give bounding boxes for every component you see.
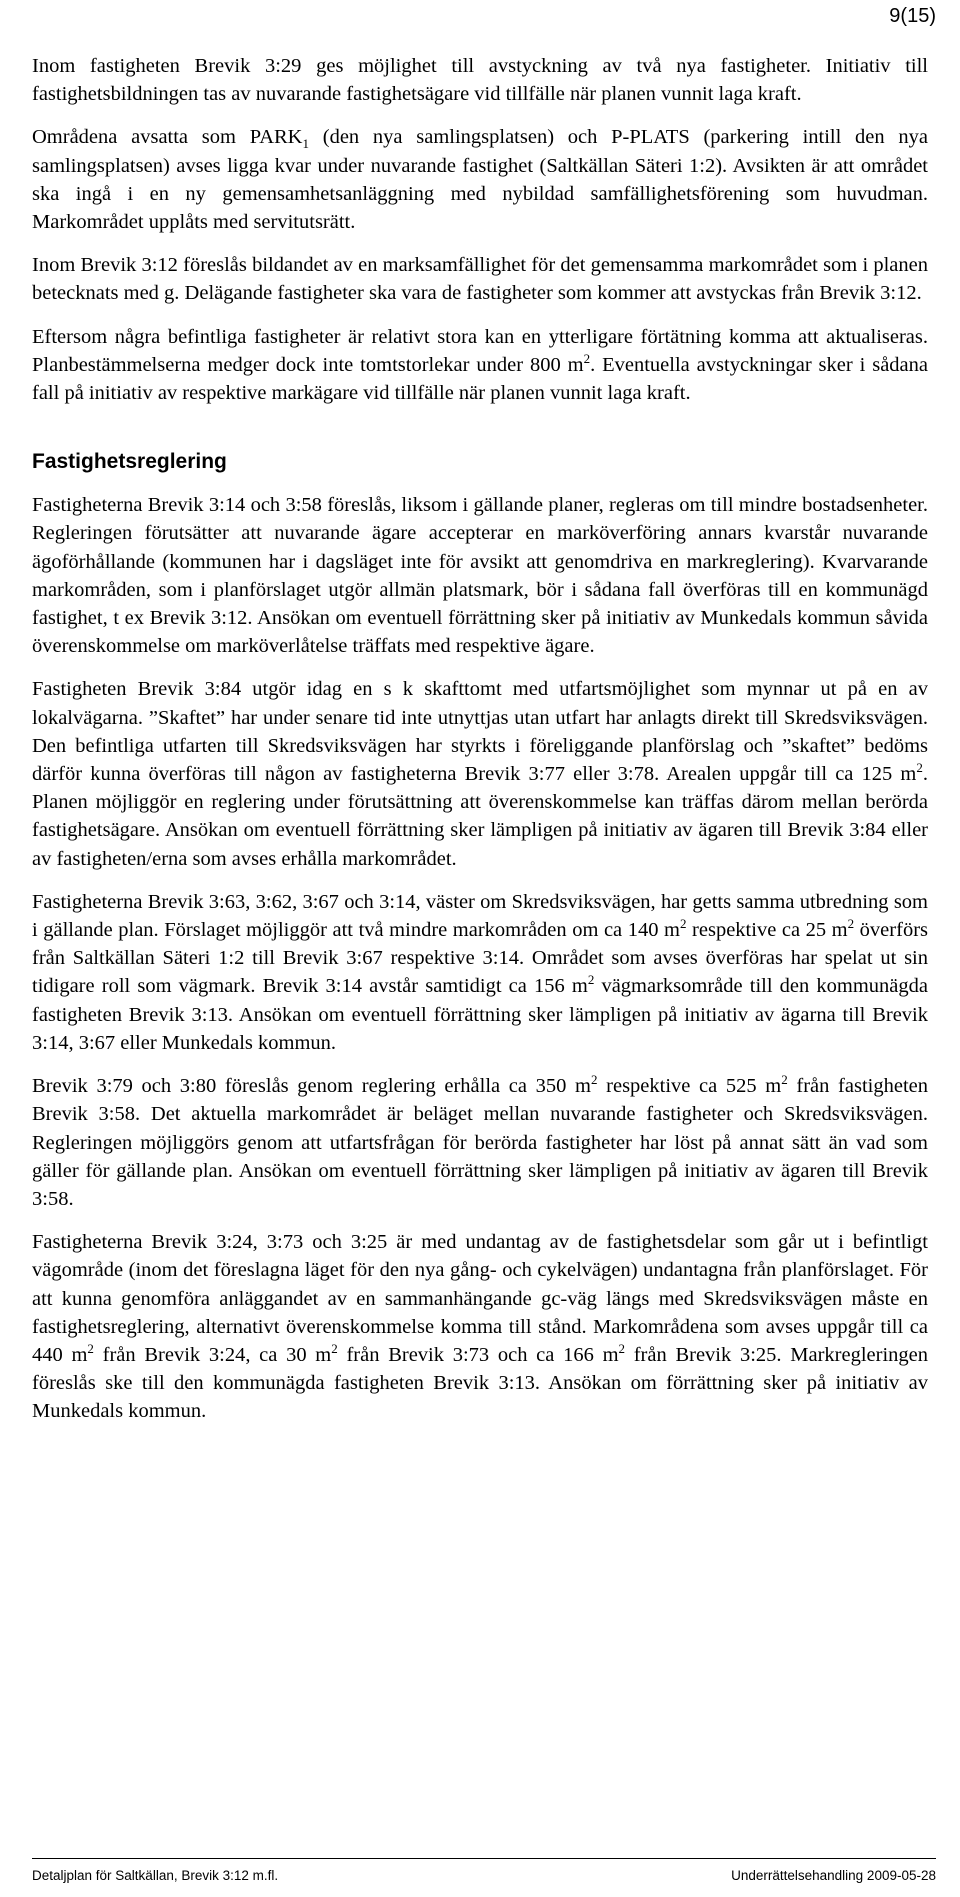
- footer-document-status: Underrättelsehandling 2009-05-28: [731, 1868, 936, 1883]
- text-segment: överförs från Saltkällan Säteri 1:2 till Brevik 3:67 respektive 3:14. Området som avses överföras har spelat ut sin tidigare roll som vägmark. Brevik 3:14 avstår samtidigt ca 156 m: [32, 919, 928, 998]
- text-segment: (den nya samlingsplatsen) och P-PLATS (parkering intill den nya samlingsplatsen) avses ligga kvar under nuvarande fastighet (Saltkällan Säteri 1:2). Avsikten är att området ska ingå i en ny gemensamhetsanläggning med nybildad samfällighetsförening som huvudman. Markområdet upplåts med servitutsrätt.: [32, 126, 928, 234]
- paragraph-park-p-plats: [32, 123, 928, 236]
- page-footer: [32, 1858, 936, 1884]
- paragraph-marksamfallighet: Inom Brevik 3:12 föreslås bildandet av en marksamfällighet för det gemensamma markområdet som i planen betecknats med g. Delägande fastigheter ska vara de fastigheter som kommer att avstyckas från Brevik 3:12.: [32, 254, 928, 305]
- text-segment: Eftersom några befintliga fastigheter är relativt stora kan en ytterligare förtätning komma att aktualiseras. Planbestämmelserna medger dock inte tomtstorlekar under 800 m: [32, 325, 928, 376]
- text-segment: respektive ca 525 m: [597, 1075, 782, 1098]
- superscript: 2: [781, 1072, 788, 1088]
- text-segment: . Planen möjliggör en reglering under förutsättning att överenskommelse kan träffas därom mellan berörda fastighetsägare. Ansökan om eventuell förrättning sker lämpligen på initiativ av ägaren till Brevik 3:84 eller av fastigheten/erna som avses erhålla markområdet.: [32, 763, 928, 870]
- text-segment: vägmarksområde till den kommunägda fastigheten Brevik 3:13. Ansökan om eventuell förrättning sker lämpligen på initiativ av ägarna till Brevik 3:14, 3:67 eller Munkedals kommun.: [32, 975, 929, 1054]
- superscript: 2: [591, 1072, 598, 1088]
- page-number: 9(15): [889, 5, 936, 27]
- paragraph-brevik-3-24-3-73-3-25: [32, 1228, 928, 1425]
- text-segment: Fastigheterna Brevik 3:63, 3:62, 3:67 och 3:14, väster om Skredsviksvägen, har getts samma utbredning som i gällande plan. Förslaget möjliggör att två mindre markområden om ca 140 m: [32, 890, 928, 942]
- section-heading-fastighetsreglering: Fastighetsreglering: [32, 450, 227, 474]
- paragraph-brevik-3-79-3-80: [32, 1072, 928, 1213]
- superscript: 2: [583, 351, 591, 366]
- text-segment: respektive ca 25 m: [686, 919, 848, 942]
- superscript: 2: [916, 760, 923, 776]
- subscript: 1: [302, 136, 309, 152]
- paragraph-brevik-3-14-3-58: Fastigheterna Brevik 3:14 och 3:58 föreslås, liksom i gällande planer, regleras om till mindre bostadsenheter. Regleringen förutsätter att nuvarande ägare accepterar en marköverföring annars kvarstår nuvarande ägoförhållande (kommunen har i dagsläget inte för avsikt att genomdriva en markreglering). Kvarvarande markområden, som i planförslaget utgör allmän platsmark, bör i sådana fall överföras till en kommunägd fastighet, t ex Brevik 3:12. Ansökan om eventuell förrättning sker på initiativ av Munkedals kommun såvida överenskommelse om marköverlåtelse träffats med respektive ägare.: [32, 494, 928, 658]
- document-body: [32, 52, 928, 1441]
- superscript: 2: [847, 916, 855, 932]
- paragraph-brevik-3-84: [32, 675, 928, 872]
- text-segment: Brevik 3:79 och 3:80 föreslås genom reglering erhålla ca 350 m: [32, 1075, 591, 1098]
- superscript: 2: [87, 1341, 94, 1357]
- paragraph-brevik-3-63-3-62-3-67-3-14: [32, 888, 928, 1057]
- superscript: 2: [679, 916, 687, 932]
- text-segment: från Brevik 3:73 och ca 166 m: [337, 1343, 619, 1366]
- text-segment: från Brevik 3:24, ca 30 m: [93, 1343, 332, 1366]
- footer-document-title: Detaljplan för Saltkällan, Brevik 3:12 m.fl.: [32, 1868, 279, 1883]
- superscript: 2: [587, 972, 595, 988]
- text-segment: från Brevik 3:25. Markregleringen föreslås ske till den kommunägda fastigheten Brevik 3:13. Ansökan om förrättning sker på initiativ av Munkedals kommun.: [32, 1343, 928, 1423]
- text-segment: Fastigheterna Brevik 3:24, 3:73 och 3:25 är med undantag av de fastighetsdelar som går ut i befintligt vägområde (inom det föreslagna läget för den nya gång- och cykelvägen) undantagna från planförslaget. För att kunna genomföra anläggandet av en sammanhängande gc-väg längs med Skredsviksvägen måste en fastighetsreglering, alternativt överenskommelse komma till stånd. Markområdena som avses uppgår till ca 440 m: [32, 1231, 928, 1366]
- paragraph-fortatning: [32, 323, 928, 408]
- text-segment: Områdena avsatta som PARK: [32, 126, 303, 149]
- text-segment: Fastigheten Brevik 3:84 utgör idag en s k skafttomt med utfartsmöjlighet som mynnar ut på en av lokalvägarna. ”Skaftet” har under senare tid inte utnyttjas utan utfart har anlagts direkt till Skredsviksvägen. Den befintliga utfarten till Skredsviksvägen har styrkts i föreliggande planförslag och ”skaftet” bedöms därför kunna överföras till någon av fastigheterna Brevik 3:77 eller 3:78. Arealen uppgår till ca 125 m: [32, 678, 928, 786]
- text-segment: från fastigheten Brevik 3:58. Det aktuella markområdet är beläget mellan nuvarande fastigheter och Skredsviksvägen. Regleringen möjliggörs genom att utfartsfrågan för berörda fastigheter har löst på annat sätt än vad som gäller för gällande plan. Ansökan om eventuell förrättning sker lämpligen på initiativ av ägaren till Brevik 3:58.: [32, 1075, 928, 1210]
- superscript: 2: [331, 1341, 338, 1357]
- text-segment: . Eventuella avstyckningar sker i sådana fall på initiativ av respektive markägare vid tillfälle när planen vunnit laga kraft.: [32, 353, 928, 405]
- paragraph-avstyckning-brevik-3-29: Inom fastigheten Brevik 3:29 ges möjlighet till avstyckning av två nya fastigheter. Initiativ till fastighetsbildningen tas av nuvarande fastighetsägare vid tillfälle när planen vunnit laga kraft.: [32, 55, 928, 106]
- superscript: 2: [618, 1341, 626, 1357]
